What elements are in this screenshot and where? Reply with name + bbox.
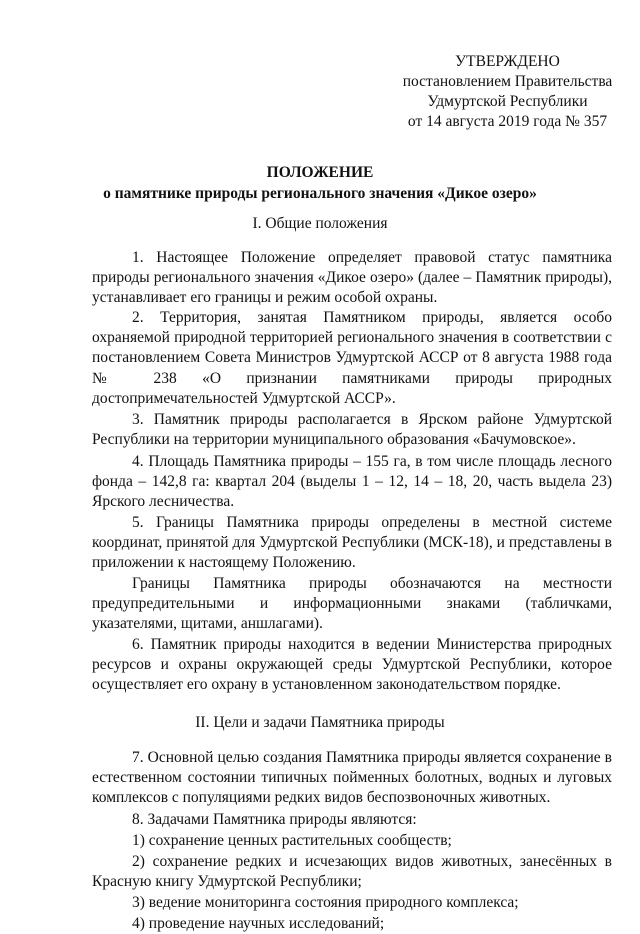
paragraph-2: 2. Территория, занятая Памятником природы, является особо охраняемой природной территорией регионального значения в соответствии с постановлением Совета Министров Удмуртской АССР от 8 августа 1988 года № 238 «О признании памятниками природы природных достопримечательностей Удмуртской АССР». — [92, 309, 612, 407]
approval-date: от 14 августа 2019 года № 357 — [407, 113, 608, 130]
list-item-3: 3) ведение мониторинга состояния природного комплекса; — [132, 894, 519, 911]
paragraph-6: 6. Памятник природы находится в ведении Министерства природных ресурсов и охраны окружающей среды Удмуртской Республики, которое осуществляет его охрану в установленном законодательством порядке. — [92, 636, 612, 694]
paragraph-5-boundaries: Границы Памятника природы обозначаются на местности предупредительными и информационными знаками (табличками, указателями, щитами, аншлагами). — [92, 575, 612, 633]
list-item-2: 2) сохранение редких и исчезающих видов животных, занесённых в Красную книгу Удмуртской Республики; — [92, 853, 612, 891]
approval-label: УТВЕРЖДЕНО — [455, 53, 560, 70]
list-item-1: 1) сохранение ценных растительных сообществ; — [132, 832, 452, 849]
title-subtitle: о памятнике природы регионального значения «Дикое озеро» — [103, 185, 537, 202]
paragraph-4: 4. Площадь Памятника природы – 155 га, в том числе площадь лесного фонда – 142,8 га: квартал 204 (выделы 1 – 12, 14 – 18, 20, часть выдела 23) Ярского лесничества. — [92, 453, 612, 511]
section-1-heading: I. Общие положения — [252, 215, 388, 232]
document-title — [0, 162, 640, 204]
approval-stamp — [400, 52, 615, 132]
paragraph-3: 3. Памятник природы располагается в Ярском районе Удмуртской Республики на территории муниципального образования «Бачумовское». — [92, 411, 612, 449]
section-2-heading: II. Цели и задачи Памятника природы — [195, 714, 445, 731]
paragraph-8: 8. Задачами Памятника природы являются: — [132, 811, 417, 828]
paragraph-1: 1. Настоящее Положение определяет правовой статус памятника природы регионального значения «Дикое озеро» (далее – Памятник природы), устанавливает его границы и режим особой охраны. — [92, 249, 612, 307]
approval-resolution: постановлением Правительства — [402, 73, 613, 90]
title-main: ПОЛОЖЕНИЕ — [266, 164, 374, 181]
paragraph-7: 7. Основной целью создания Памятника природы является сохранение в естественном состоянии типичных пойменных болотных, водных и луговых комплексов с популяциями редких видов беспозвоночных животных. — [92, 749, 612, 807]
paragraph-5: 5. Границы Памятника природы определены в местной системе координат, принятой для Удмуртской Республики (МСК-18), и представлены в приложении к настоящему Положению. — [92, 514, 612, 572]
list-item-4: 4) проведение научных исследований; — [132, 915, 385, 932]
approval-republic: Удмуртской Республики — [427, 93, 588, 110]
